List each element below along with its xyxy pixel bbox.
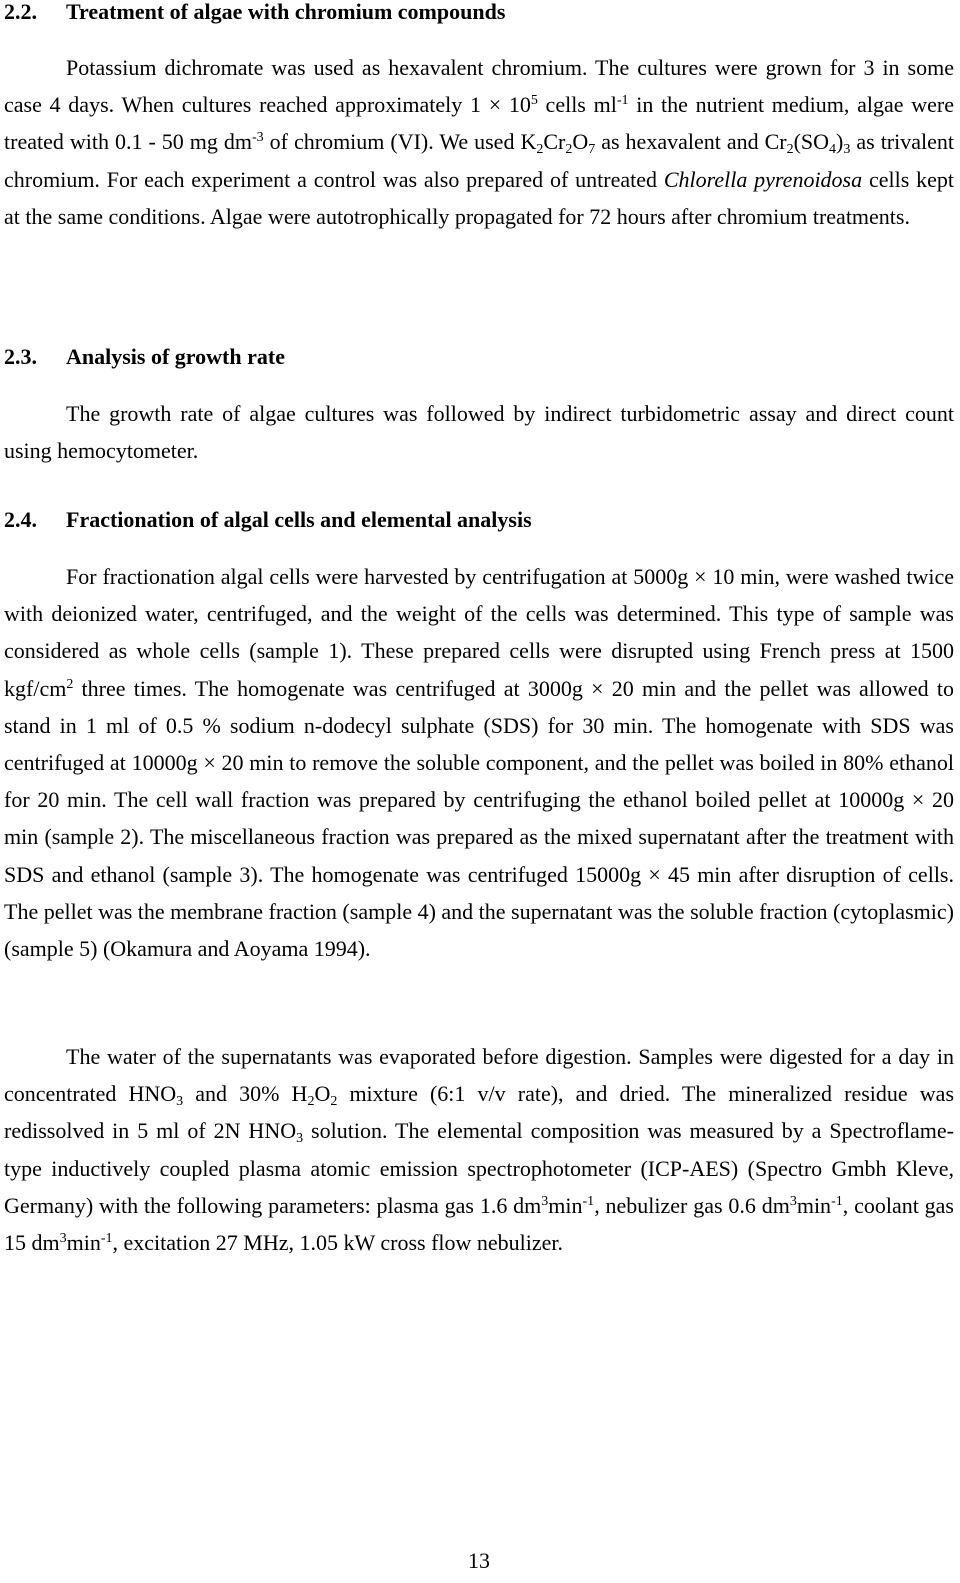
subscript: 7: [588, 142, 596, 158]
superscript: -1: [100, 1231, 113, 1247]
text-run: , nebulizer gas 0.6 dm: [594, 1192, 790, 1218]
text-run: cells kept at the same conditions. Algae were autotrophically propagated for 72 hours after chromium treatments.: [4, 166, 954, 229]
text-run: Cr: [543, 129, 566, 155]
page-number: 13: [468, 1548, 490, 1573]
subscript: 3: [296, 1131, 304, 1147]
section-heading-2-3: [4, 344, 285, 370]
species-name: Chlorella pyrenoidosa: [663, 166, 863, 192]
text-run: Potassium dichromate was used as hexavalent chromium. The cultures were grown for 3 in some case 4 days. When cultures reached approximately 1 × 10: [4, 55, 954, 118]
subscript: 2: [330, 1094, 338, 1110]
subscript: 2: [536, 142, 544, 158]
subscript: 2: [786, 142, 794, 158]
superscript: 2: [66, 676, 74, 692]
text-run: , coolant gas 15 dm: [4, 1192, 954, 1256]
section-heading-2-4: [4, 507, 532, 533]
paragraph-chromium-treatment: [4, 49, 954, 235]
section-title: Analysis of growth rate: [66, 344, 285, 369]
text-run: solution. The elemental composition was measured by a Spectroflame-type inductively coupled plasma atomic emission spectrophotometer (ICP-AES) (Spectro Gmbh Kleve, Germany) with the following parameters: plasma gas 1.6 dm: [4, 1118, 955, 1218]
text-run: mixture (6:1 v/v rate), and dried. The mineralized residue was redissolved in 5 ml of 2N HNO: [4, 1081, 955, 1144]
section-heading-2-2: [4, 0, 505, 25]
superscript: -1: [616, 93, 629, 109]
text-run: (SO: [793, 129, 830, 155]
superscript: 3: [59, 1231, 67, 1247]
section-number: 2.3.: [4, 344, 37, 369]
superscript: 3: [541, 1193, 549, 1209]
subscript: 2: [565, 142, 573, 158]
superscript: -1: [831, 1193, 843, 1209]
text-run: , excitation 27 MHz, 1.05 kW cross flow nebulizer.: [112, 1230, 564, 1256]
superscript: -3: [251, 130, 264, 146]
text-run: of chromium (VI). We used K: [263, 129, 537, 155]
superscript: -1: [582, 1193, 595, 1209]
text-run: and 30% H: [183, 1081, 308, 1107]
paragraph-growth-rate: [4, 395, 954, 469]
text-run: min: [66, 1230, 101, 1256]
text-run: ): [836, 129, 844, 155]
text-run: min: [548, 1192, 583, 1218]
subscript: 3: [176, 1094, 184, 1110]
subscript: 2: [307, 1094, 315, 1110]
text-run: O: [572, 129, 589, 155]
subscript: 3: [843, 142, 851, 158]
section-number: 2.2.: [4, 0, 37, 24]
paragraph-elemental-analysis: [4, 1038, 954, 1261]
section-title: Treatment of algae with chromium compounds: [66, 0, 506, 24]
text-run: as trivalent chromium. For each experiment a control was also prepared of untreated: [4, 129, 954, 192]
section-title: Fractionation of algal cells and elemental analysis: [66, 507, 532, 532]
text-run: The water of the supernatants was evaporated before digestion. Samples were digested for a day in concentrated HNO: [4, 1044, 954, 1107]
superscript: 3: [789, 1193, 797, 1209]
text-run: cells ml: [537, 92, 617, 118]
subscript: 4: [829, 142, 837, 158]
text-run: For fractionation algal cells were harvested by centrifugation at 5000g × 10 min, were washed twice with deionized water, centrifuged, and the weight of the cells was determined. This type of sample was considered as whole cells (sample 1). These prepared cells were disrupted using French press at 1500 kgf/cm: [4, 564, 954, 701]
text-run: three times. The homogenate was centrifuged at 3000g × 20 min and the pellet was allowed to stand in 1 ml of 0.5 % sodium n-dodecyl sulphate (SDS) for 30 min. The homogenate with SDS was centrifuged at 10000g × 20 min to remove the soluble component, and the pellet was boiled in 80% ethanol for 20 min. The cell wall fraction was prepared by centrifuging the ethanol boiled pellet at 10000g × 20 min (sample 2). The miscellaneous fraction was prepared as the mixed supernatant after the treatment with SDS and ethanol (sample 3). The homogenate was centrifuged 15000g × 45 min after disruption of cells. The pellet was the membrane fraction (sample 4) and the supernatant was the soluble fraction (cytoplasmic) (sample 5) (Okamura and Aoyama 1994).: [4, 675, 954, 962]
section-number: 2.4.: [4, 507, 37, 532]
text-run: min: [796, 1192, 832, 1218]
text-run: as hexavalent and Cr: [595, 129, 787, 155]
text-run: The growth rate of algae cultures was followed by indirect turbidometric assay and direct count using hemocytometer.: [4, 401, 954, 464]
paragraph-fractionation: [4, 558, 954, 967]
text-run: O: [314, 1081, 331, 1107]
superscript: 5: [530, 93, 538, 109]
text-run: in the nutrient medium, algae were treated with 0.1 - 50 mg dm: [4, 92, 955, 155]
